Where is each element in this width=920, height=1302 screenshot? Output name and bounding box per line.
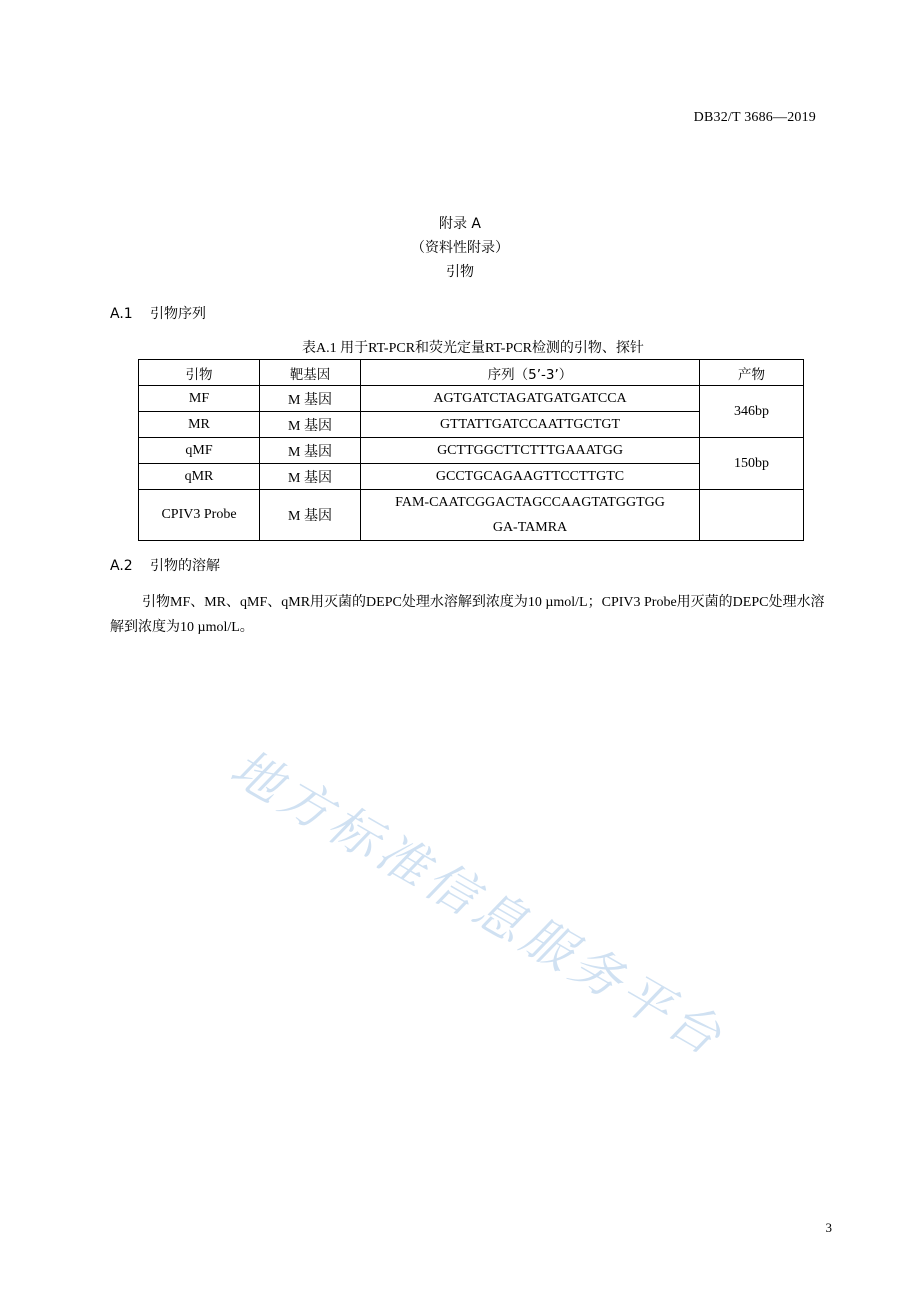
header-primer: 引物	[139, 360, 260, 386]
section-heading-a2	[110, 555, 220, 575]
primer-table	[138, 359, 804, 541]
appendix-heading	[0, 212, 920, 284]
gene-cell: M 基因	[260, 438, 361, 464]
primer-cell: MF	[139, 386, 260, 412]
product-cell: 150bp	[700, 438, 804, 490]
table-caption: 表A.1 用于RT-PCR和荧光定量RT-PCR检测的引物、探针	[302, 341, 644, 356]
page-number: 3	[825, 1220, 832, 1235]
gene-cell: M 基因	[260, 412, 361, 438]
sequence-line: FAM-CAATCGGACTAGCCAAGTATGGTGG	[395, 495, 665, 510]
section-heading-a1	[110, 303, 206, 323]
section-number: A.2	[110, 558, 133, 574]
appendix-title: 附录 A	[438, 216, 482, 232]
table-row	[139, 438, 804, 464]
table-header-row	[139, 360, 804, 386]
appendix-name: 引物	[446, 264, 474, 280]
product-cell: 346bp	[700, 386, 804, 438]
sequence-line: GA-TAMRA	[492, 520, 568, 535]
sequence-cell: GTTATTGATCCAATTGCTGT	[361, 412, 700, 438]
header-product: 产物	[700, 360, 804, 386]
sequence-cell: GCTTGGCTTCTTTGAAATGG	[361, 438, 700, 464]
table-row	[139, 490, 804, 541]
watermark: 地方标准信息服务平台	[221, 738, 735, 1069]
primer-cell: qMF	[139, 438, 260, 464]
section-title: 引物序列	[150, 306, 206, 322]
document-code: DB32/T 3686—2019	[693, 110, 816, 125]
primer-cell: CPIV3 Probe	[139, 490, 260, 541]
gene-cell: M 基因	[260, 490, 361, 541]
header-gene: 靶基因	[260, 360, 361, 386]
primer-cell: qMR	[139, 464, 260, 490]
section-title: 引物的溶解	[150, 558, 220, 574]
gene-cell: M 基因	[260, 464, 361, 490]
product-cell	[700, 490, 804, 541]
primer-cell: MR	[139, 412, 260, 438]
sequence-cell	[361, 490, 700, 541]
sequence-cell: AGTGATCTAGATGATGATCCA	[361, 386, 700, 412]
sequence-cell: GCCTGCAGAAGTTCCTTGTC	[361, 464, 700, 490]
dissolution-paragraph: 引物MF、MR、qMF、qMR用灭菌的DEPC处理水溶解到浓度为10 µmol/L；CPIV3 Probe用灭菌的DEPC处理水溶解到浓度为10 µmol/L。	[110, 595, 825, 635]
appendix-subtitle: （资料性附录）	[411, 240, 509, 256]
section-number: A.1	[110, 306, 133, 322]
gene-cell: M 基因	[260, 386, 361, 412]
header-sequence: 序列（5’-3’）	[361, 360, 700, 386]
table-row	[139, 386, 804, 412]
